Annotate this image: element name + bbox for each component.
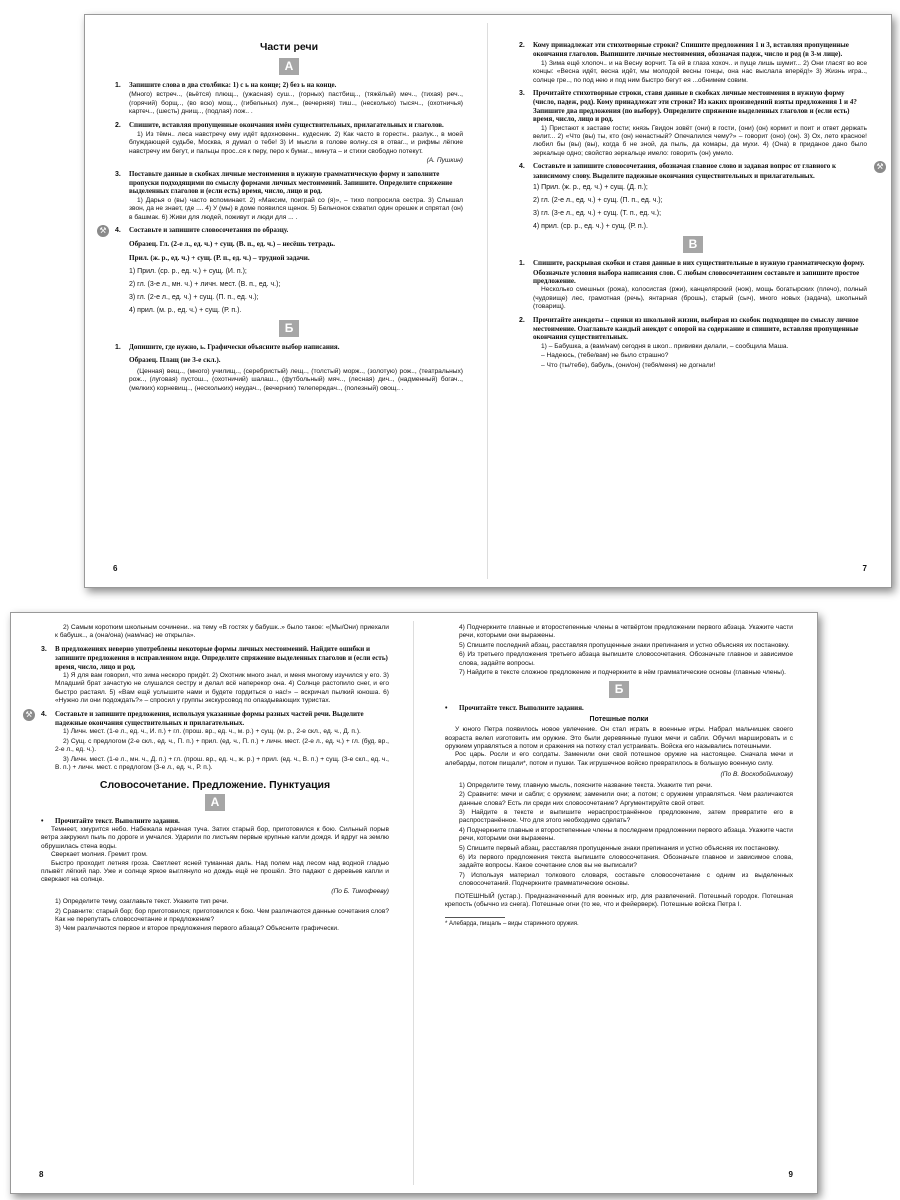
dialogue-line: – Что (ты/тебе), бабуль, (они/он) (тебя/меня) не догнали! — [541, 361, 716, 369]
question-item: 3) Найдите в тексте и выпишите нераспространённое предложение, затем превратите его в распространённое. Что для этого необходимо сделать? — [459, 808, 793, 825]
schema-item: 1) Личн. мест. (1-е л., ед. ч., И. п.) + гл. (прош. вр., ед. ч., м. р.) + сущ. (м. р., 2-е скл., ед. ч., Д. п.). — [63, 728, 361, 736]
question-item: 6) Из первого предложения текста выпишите словосочетания. Обозначьте главное и зависимое слова, задайте вопросы. Какое сочетание слов вы не выписали? — [459, 853, 793, 870]
question-item: 1) Определите тему, главную мысль, поясните название текста. Укажите тип речи. — [459, 781, 713, 789]
task-number: 2. — [115, 121, 121, 129]
source-attribution: (По В. Воскобойникову) — [720, 771, 793, 779]
task-text-reading — [41, 817, 389, 934]
question-list — [445, 624, 793, 677]
question-item: 4) Подчеркните главные и второстепенные члены в последнем предложении первого абзаца. Укажите части речи, которыми они выражены. — [459, 826, 793, 843]
task-5 — [115, 343, 463, 394]
level-badge-v: В — [683, 236, 703, 253]
schema-item: 2) гл. (2-е л., ед. ч.) + сущ. (П. п., ед. ч.); — [533, 197, 663, 205]
glossary-text: ПОТЕШНЫЙ (устар.). Предназначенный для военных игр, для развлечений. Потешный городок. Потешная крепость (обычно из снега). Потешные огни (то же, что и фейерверк). Потешные войска Петра I. — [445, 892, 793, 908]
reading-text — [445, 726, 793, 768]
question-item: 7) Используя материал толкового словаря, составьте словосочетание с одним из выделенных словосочетаний. Подчеркните грамматические основы. — [459, 871, 793, 888]
task-question: Прочитайте стихотворные строки, ставя данные в скобках личные местоимения в нужную форму (число, падеж, род). Кому принадлежат эти строки? Из каких произведений взяты предложения 1 и 4? Запишите два предложения (по выбору). Определите спряжение выделенных глаголов и (если есть) время, число, лицо и род. — [533, 89, 857, 124]
example-schema-1: Образец. Гл. (2-е л., ед. ч.) + сущ. (В. п., ед. ч.) – несёшь тетрадь. — [129, 239, 336, 248]
level-badge-b: Б — [609, 681, 629, 698]
task-question: Составьте и запишите словосочетания по образцу. — [129, 226, 289, 235]
schema-item: 1) Прил. (ср. р., ед. ч.) + сущ. (И. п.); — [129, 267, 247, 275]
task-number: 4. — [41, 710, 47, 718]
schema-item: 2) Сущ. с предлогом (2-е скл., ед. ч., П. п.) + прил. (ед. ч., П. п.) + личн. мест. (2-е л., ед. ч.) + гл. (буд. вр., 2-е л., ед. ч.). — [55, 737, 389, 754]
question-item: 2) Сравните: мечи и сабли; с оружием; заменили они; а потом; с оружием управляться. Чем различаются данные слова? Есть ли среди них словосочетание? Аргументируйте свой ответ. — [459, 791, 793, 807]
top-spread — [84, 14, 892, 588]
schema-item: 3) гл. (2-е л., ед. ч.) + сущ. (П. п., ед. ч.); — [129, 293, 259, 301]
task-text: (Ценная) вещ.., (много) училищ.., (серебристый) лещ.., (толстый) морж.., (золотую) рож.., (театральных) рож.., (луговая) пустош.., (охотничий) шалаш.., (футбольный) мяч.., (лесная) дич.., (надменный) богач.., (мелких) корневищ.., (нескольких) неудач.., (вечерних) телепередач.., (полезный) овощ.. . — [129, 367, 463, 392]
task-question: Составьте и запишите словосочетания, обозначая главное слово и задавая вопрос от главного к зависимому слову. Выделите падежные окончания существительных и прилагательных. — [533, 162, 837, 180]
question-item: 6) Из третьего предложения третьего абзаца выпишите словосочетания. Обозначьте главное и зависимое слова, задайте вопросы. — [459, 651, 793, 667]
task-2 — [115, 121, 463, 166]
question-item: 3) Чем различаются первое и второе предложения первого абзаца? Объясните графически. — [55, 925, 339, 933]
task-3 — [115, 170, 463, 222]
task-question: Поставьте данные в скобках личные местоимения в нужную грамматическую форму и заполните пропуски подходящими по смыслу формами личных местоимений. Запишите. Определите спряжение выделенных глаголов и (если есть) время, число, лицо и род. — [129, 169, 453, 196]
page-number: 7 — [862, 564, 867, 573]
task-4 — [519, 162, 884, 232]
schema-item: 3) гл. (3-е л., ед. ч.) + сущ. (Т. п., ед. ч.); — [533, 210, 662, 218]
page-title: Части речи — [259, 41, 319, 53]
task-text-reading — [445, 704, 793, 888]
paragraph: У юного Петра появилось новое увлечение. Он стал играть в военные игры. Набрал мальчишек своего возраста велел изготовить им оружие. Это были деревянные пушки мечи и сабли. Обучил маршировать и с оружием управляться а потом и сражения на потеху стал устраивать. Войска его назывались потешными. — [445, 726, 793, 751]
schema-item: 2) гл. (3-е л., мн. ч.) + личн. мест. (В. п., ед. ч.); — [129, 280, 281, 288]
task-question: Спишите, раскрывая скобки и ставя данные в них существительные в нужную грамматическую форму. Обозначьте условия выбора написания слов. С любым словосочетанием составьте и запишите простое предложение. — [533, 259, 865, 285]
dialogue-line: 1) – Бабушка, а (вам/нам) сегодня в школ.. прививки делали, – сообщила Маша. — [541, 342, 789, 350]
source-attribution: (А. Пушкин) — [426, 157, 463, 165]
example-schema-2: Прил. (ж. р., ед. ч.) + сущ. (Р. п., ед. ч.) – трудной задачи. — [129, 253, 310, 262]
task-question: Спишите, вставляя пропущенные окончания имён существительных, прилагательных и глаголов. — [129, 120, 444, 129]
page-number: 9 — [788, 1170, 793, 1179]
schema-item: 4) прил. (м. р., ед. ч.) + сущ. (Р. п.). — [129, 306, 242, 314]
level-badge-b: Б — [279, 320, 299, 337]
schema-item: 1) Прил. (ж. р., ед. ч.) + сущ. (Д. п.); — [533, 184, 648, 192]
gutter — [487, 23, 488, 579]
dialogue-line: – Надеюсь, (тебе/вам) не было страшно? — [541, 352, 669, 360]
bullet: • — [41, 817, 44, 825]
section-title: Словосочетание. Предложение. Пунктуация — [99, 778, 331, 791]
task-number: 2. — [519, 42, 525, 49]
footnote-divider — [445, 917, 505, 918]
task-number: 3. — [41, 645, 47, 653]
page-number: 6 — [113, 564, 118, 573]
task-text: (Много) встреч.., (вьётся) плющ.., (ужасная) суш.., (горных) пастбищ.., (тяжёлый) меч.., (тихая) реч.., (горячий) борщ.., (во всю) мощ.., (гибельных) луж.., (вечерняя) тиш.., (несколько) тысяч.., (охотничья) картеч.., (шесть) днищ.., (подлая) лож.. . — [129, 91, 463, 116]
page-7 — [491, 15, 891, 587]
tools-icon: ⚒ — [23, 709, 35, 721]
task-question: Прочитайте текст. Выполните задания. — [55, 816, 180, 825]
source-attribution: (По Б. Тимофееву) — [331, 887, 389, 895]
task-4 — [25, 709, 389, 773]
task-question: Прочитайте текст. Выполните задания. — [459, 704, 584, 713]
task-question: Составьте и запишите предложения, используя указанные формы разных частей речи. Выделите падежные окончания существительных и прилагательных. — [55, 709, 364, 728]
paragraph: Быстро проходит летняя гроза. Светлеет ясней туманная даль. Над полем над лесом над водной гладью плывёт лёгкий пар. Уже и солнце яркое выглянуло но дождь ещё не прошёл. Это падают с деревьев капли и сверкают на солнце. — [41, 859, 389, 884]
level-badge-a: А — [205, 794, 225, 811]
task-1 — [115, 81, 463, 117]
task-number: 4. — [115, 227, 121, 235]
schema-item: 4) прил. (ср. р., ед. ч.) + сущ. (Р. п.). — [533, 223, 648, 231]
question-item: 5) Спишите первый абзац, расставляя пропущенные знаки препинания и устно объясняя их постановку. — [459, 844, 780, 852]
page-9 — [417, 613, 817, 1193]
paragraph: Сверкает молния. Гремит гром. — [51, 851, 148, 859]
task-2 — [519, 41, 867, 85]
task-text: 1) Из тёмн.. леса навстречу ему идёт вдохновенн.. кудесник. 2) Как часто в горестн.. разлук.., в моей блуждающей судьбе, Москва, я думал о тебе! 3) И мысли в голове волну..ся в отваг.., и рифмы лёгкие навстречу им бегут, и пальцы прос..ся к перу, перо к бумаг.., минута – и стихи свободно потекут. — [129, 131, 463, 155]
task-question: Прочитайте анекдоты – сценки из школьной жизни, выбирая из скобок подходящее по смыслу личное местоимение. Озаглавьте каждый анекдот с опорой на содержание и спишите, вставляя пропущенные окончания существительных. — [533, 315, 859, 342]
page-8 — [11, 613, 411, 1193]
task-number: 3. — [115, 170, 121, 178]
question-item: 7) Найдите в тексте сложное предложение и подчеркните в нём грамматические основы (главные члены). — [459, 669, 786, 677]
task-question: В предложениях неверно употреблены некоторые формы личных местоимений. Найдите ошибки и запишите предложения в исправленном виде. Определите спряжение выделенных глаголов и (если есть) время, число, лицо и род. — [55, 644, 388, 671]
tools-icon: ⚒ — [874, 161, 886, 173]
question-item: 4) Подчеркните главные и второстепенные члены в четвёртом предложении первого абзаца. Укажите части речи, которыми они выражены. — [459, 624, 793, 640]
question-item: 1) Определите тему, озаглавьте текст. Укажите тип речи. — [55, 898, 229, 906]
gutter — [413, 621, 414, 1185]
task-number: 2. — [519, 316, 525, 324]
bullet: • — [445, 705, 448, 713]
task-number: 4. — [519, 163, 525, 171]
task-3 — [41, 645, 389, 706]
question-item: 2) Сравните: старый бор; бор приготовился; приготовился к бою. Чем различаются данные сочетания слов? Как не перепутать словосочетание и предложение? — [55, 907, 389, 923]
task-text: 1) Я для вам говорил, что зима нескоро придёт. 2) Охотник много знал, и меня многому изучился у его. 3) Младший брат зачастую не слушался сестру и делал всё наперекор она. 4) Солнце растопило снег, и его быстро растаял. 5) «Вам ещё услышите нами и будете гордиться о нас!» – вскричал пылкий юноша. 6) «Нужно ли они подождать?» – спросил у группы экскурсовод по опаздывающих туристах. — [55, 672, 389, 705]
task-text: Несколько смешных (рожа), колосистая (ржи), канцелярский (нож), мощь богатырских (плечо), полный (чудовище) лес, грамотная (речь), янтарная (брошь), старый (сыч), много новых (задача), школьный (товарищ). — [533, 286, 867, 311]
glossary-entry — [445, 893, 793, 910]
example: Образец. Плащ (не 3-е скл.). — [129, 355, 221, 364]
task-text: 1) Пристают к заставе гости; князь Гвидон зовёт (они) в гости, (они) (он) кормит и поит и ответ держать велит... 2) «Что (вы) ты, кто (он) ненастный? Опечалился чему?» – говорит (оно) (он). 3) Ох, лето красное! любил бы (вы) (вы), когда б не зной, да пыль, да комары, да мухи. 4) (Она) в приданое дано было зеркальце одно; свойство зеркальце имело: говорить (он) умело. — [533, 124, 867, 157]
paragraph: Рос царь. Росли и его солдаты. Заменили они свой потешное оружие на настоящее. Сначала мечи и алебарды, потом пищали*, потом и пушки. Так игрушечное войско превратилось в большую военную силу. — [445, 751, 793, 767]
task-question: Допишите, где нужно, ь. Графически объясните выбор написания. — [129, 342, 340, 351]
task-3 — [519, 89, 867, 158]
task-question: Запишите слова в два столбика: 1) с ь на конце; 2) без ь на конце. — [129, 81, 337, 89]
text-title: Потешные полки — [589, 715, 649, 723]
task-number: 3. — [519, 90, 525, 98]
level-badge-a: А — [279, 58, 299, 75]
task-text: 2) Самым коротким школьным сочинени.. на тему «В гостях у бабушк..» было такое: «(Мы/Они) приехали к бабушк.., а (она/она) (нам/нас) не открыла». — [55, 624, 389, 640]
tools-icon: ⚒ — [97, 225, 109, 237]
task-5 — [519, 259, 867, 311]
task-6 — [519, 316, 867, 370]
page-6 — [85, 15, 485, 587]
task-4 — [99, 226, 463, 315]
question-item: 5) Спишите последний абзац, расставляя пропущенные знаки препинания и устно объясняя их постановку. — [459, 641, 790, 649]
reading-text — [41, 826, 389, 885]
paragraph: Темнеет, хмурится небо. Набежала мрачная туча. Затих старый бор, приготовился к бою. Сильный порыв ветра закружил пыль по дороге и умчался. Ударили по листьям первые крупные капли дождя. И вдруг на землю обрушилась стена воды. — [41, 825, 389, 850]
task-number: 1. — [519, 260, 525, 268]
task-text: 1) Зима ещё хлопоч.. и на Весну ворчит. Та ей в глаза хохоч.. и пуще лишь шумит... 2) Они гласят во все концы: «Весна идёт, весна идёт, мы молодой весны гонцы, она нас выслала вперёд!» 3) Жизнь игра.., солнце гре.., по под нею и под ним быстро бегут ея ...обнимем совим. — [533, 59, 867, 84]
task-question: Кому принадлежат эти стихотворные строки? Спишите предложения 1 и 3, вставляя пропущенные окончания глаголов. Выпишите личные местоимения, обозначая падеж, число и род (в 3-м лице). — [533, 41, 849, 59]
footnote: * Алебарда, пищаль – виды старинного оружия. — [445, 921, 579, 928]
schema-item: 3) Личн. мест. (1-е л., мн. ч., Д. п.) + гл. (прош. вр., ед. ч., ж. р.) + прил. (ед. ч., В. п.) + сущ. (3-е скл., ед. ч., В. п.) + личн. мест. с предлогом (3-е л., ед. ч., Р. п.). — [55, 755, 389, 772]
bottom-spread — [10, 612, 818, 1194]
task-number: 1. — [115, 343, 121, 351]
task-continuation — [41, 624, 389, 641]
task-number: 1. — [115, 82, 121, 89]
task-text: 1) Дарья о (вы) часто вспоминает. 2) «Максим, поиграй со (я)», – тихо попросила сестра. 3) Слышал звон, да не знает, где .... 4) У (мы) в доме появился щенок. 5) Бельчонок схватил один орешек и спрятал (он) в башмак. 6) Живи для людей, поживут и люди для ... . — [129, 196, 463, 221]
page-number: 8 — [39, 1170, 44, 1179]
